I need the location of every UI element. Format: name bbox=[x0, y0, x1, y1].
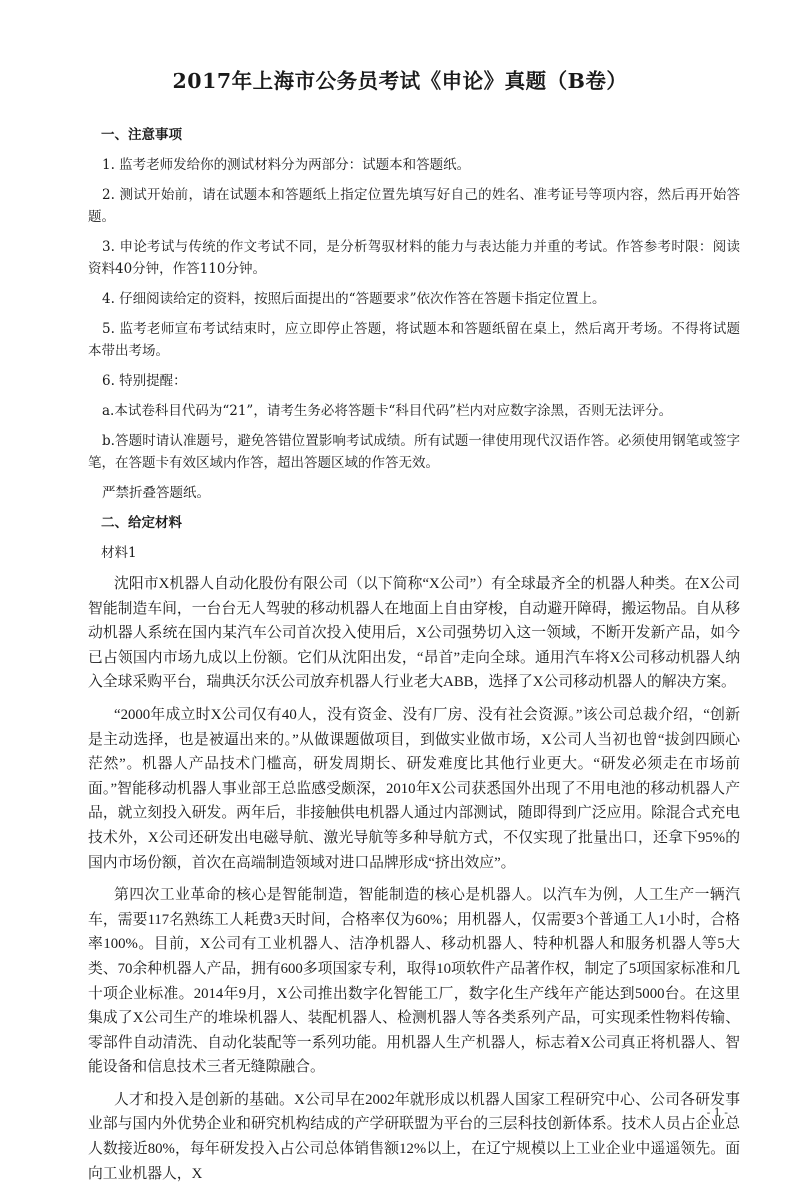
notice-item: a.本试卷科目代码为“21”，请考生务必将答题卡“科目代码”栏内对应数字涂黑，否则无法评分。 bbox=[102, 403, 673, 419]
section-heading-materials: 二、给定材料 bbox=[101, 515, 182, 531]
notice-item: 1. 监考老师发给你的测试材料分为两部分：试题本和答题纸。 bbox=[102, 157, 471, 173]
notice-item: 5. 监考老师宣布考试结束时，应立即停止答题，将试题本和答题纸留在桌上，然后离开考场。不得将试题本带出考场。 bbox=[88, 321, 740, 359]
material-title: 材料1 bbox=[101, 545, 137, 561]
page-title: 2017年上海市公务员考试《申论》真题（B卷） bbox=[172, 69, 628, 93]
notice-item: 严禁折叠答题纸。 bbox=[102, 485, 210, 501]
material-paragraph: 沈阳市X机器人自动化股份有限公司（以下简称“X公司”）有全球最齐全的机器人种类。在X公司智能制造车间，一台台无人驾驶的移动机器人在地面上自由穿梭，自动避开障碍，搬运物品。自从移动机器人系统在国内某汽车公司首次投入使用后，X公司强势切入这一领域，不断开发新产品，如今已占领国内市场九成以上份额。它们从沈阳出发，“昂首”走向全球。通用汽车将X公司移动机器人纳入全球采购平台，瑞典沃尔沃公司放弃机器人行业老大ABB，选择了X公司移动机器人的解决方案。 bbox=[88, 576, 740, 691]
document-body bbox=[88, 124, 740, 1194]
material-paragraph: “2000年成立时X公司仅有40人，没有资金、没有厂房、没有社会资源。”该公司总裁介绍，“创新是主动选择，也是被逼出来的。”从做课题做项目，到做实业做市场，X公司人当初也曾“拔剑四顾心茫然”。机器人产品技术门槛高，研发周期长、研发难度比其他行业更大。“研发必须走在市场前面。”智能移动机器人事业部王总监感受颇深，2010年X公司获悉国外出现了不用电池的移动机器人产品，就立刻投入研发。两年后，非接触供电机器人通过内部测试，随即得到广泛应用。除混合式充电技术外，X公司还研发出电磁导航、激光导航等多种导航方式，不仅实现了批量出口，还拿下95%的国内市场份额，首次在高端制造领域对进口品牌形成“挤出效应”。 bbox=[88, 706, 740, 871]
section-heading-notes: 一、注意事项 bbox=[101, 127, 182, 143]
material-paragraph: 第四次工业革命的核心是智能制造，智能制造的核心是机器人。以汽车为例，人工生产一辆汽车，需要117名熟练工人耗费3天时间，合格率仅为60%；用机器人，仅需要3个普通工人1小时，合格率100%。目前，X公司有工业机器人、洁净机器人、移动机器人、特种机器人和服务机器人等5大类、70余种机器人产品，拥有600多项国家专利，取得10项软件产品著作权，制定了5项国家标准和几十项企业标准。2014年9月，X公司推出数字化智能工厂，数字化生产线年产能达到5000台。在这里集成了X公司生产的堆垛机器人、装配机器人、检测机器人等各类系列产品，可实现柔性物料传输、零部件自动清洗、自动化装配等一系列功能。用机器人生产机器人，标志着X公司真正将机器人、智能设备和信息技术三者无缝隙融合。 bbox=[88, 887, 740, 1076]
page-number: - 1 - bbox=[706, 1106, 728, 1119]
material-paragraph: 人才和投入是创新的基础。X公司早在2002年就形成以机器人国家工程研究中心、公司各研发事业部与国内外优势企业和研究机构结成的产学研联盟为平台的三层科技创新体系。技术人员占企业总人数接近80%，每年研发投入占公司总体销售额12%以上，在辽宁规模以上工业企业中遥遥领先。面向工业机器人，X bbox=[88, 1091, 740, 1182]
notice-item: 4. 仔细阅读给定的资料，按照后面提出的“答题要求”依次作答在答题卡指定位置上。 bbox=[102, 291, 606, 307]
notice-item: 3. 申论考试与传统的作文考试不同，是分析驾驭材料的能力与表达能力并重的考试。作答参考时限：阅读资料40分钟，作答110分钟。 bbox=[88, 239, 740, 277]
notice-item: 2. 测试开始前，请在试题本和答题纸上指定位置先填写好自己的姓名、准考证号等项内容，然后再开始答题。 bbox=[88, 187, 740, 225]
notice-item: b.答题时请认准题号，避免答错位置影响考试成绩。所有试题一律使用现代汉语作答。必须使用钢笔或签字笔，在答题卡有效区域内作答，超出答题区域的作答无效。 bbox=[88, 433, 740, 471]
notice-item: 6. 特别提醒： bbox=[102, 373, 187, 389]
